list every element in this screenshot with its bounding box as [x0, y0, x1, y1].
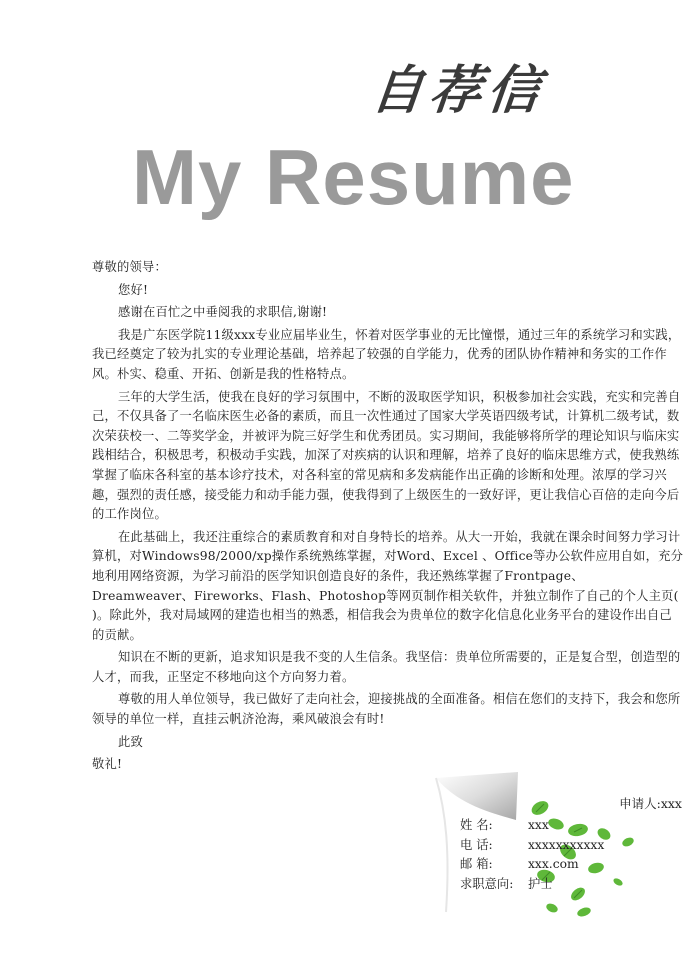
salute-line: 敬礼!	[92, 757, 123, 772]
paragraph-skills: 在此基础上，我还注重综合的素质教育和对自身特长的培养。从大一开始，我就在课余时间努力学习计算机，对Windows98/2000/xp操作系统熟练掌握，对Word、Excel 、Office等办公软件应用自如，充分地利用网络资源，为学习前沿的医学知识创造良好的条件，我还熟练掌握了Frontpage、Dreamweaver、Fireworks、Flash、Photoshop等网页制作相关软件，并独立制作了自己的个人主页( )。除此外，我对局域网的建造也相当的熟悉，相信我会为贵单位的数字化信息化业务平台的建设作出自己的贡献。	[92, 529, 684, 642]
paragraph-closing: 尊敬的用人单位领导，我已做好了走向社会，迎接挑战的全面准备。相信在您们的支持下，我会和您所领导的单位一样，直挂云帆济沧海，乘风破浪会有时!	[92, 692, 681, 727]
contact-label-phone: 电 话:	[460, 837, 493, 852]
contact-info	[460, 816, 690, 894]
closing-line: 此致	[118, 734, 143, 749]
contact-row-phone	[460, 836, 690, 856]
contact-label-email: 邮 箱:	[460, 857, 493, 871]
applicant-signature: 申请人:xxx	[619, 796, 682, 811]
greeting: 尊敬的领导：	[92, 260, 167, 274]
contact-value-objective: 护士	[528, 876, 553, 891]
contact-row-name	[460, 816, 690, 836]
cover-letter	[92, 258, 684, 778]
contact-value-phone: xxxxxxxxxxx	[528, 837, 605, 852]
contact-value-email: xxx.com	[528, 857, 579, 871]
contact-row-objective	[460, 875, 690, 895]
paragraph-intro: 我是广东医学院11级xxx专业应届毕业生，怀着对医学事业的无比憧憬，通过三年的系统学习和实践，我已经奠定了较为扎实的专业理论基础，培养起了较强的自学能力，优秀的团队协作精神和务实的工作作风。朴实、稳重、开拓、创新是我的性格特点。	[92, 327, 681, 381]
main-title: My Resume	[132, 133, 575, 221]
contact-value-name: xxx	[528, 818, 549, 832]
contact-row-email	[460, 855, 690, 875]
paragraph-belief: 知识在不断的更新，追求知识是我不变的人生信条。我坚信：贵单位所需要的，正是复合型，创造型的人才，而我，正坚定不移地向这个方向努力着。	[92, 650, 681, 684]
calligraphy-title: 自荐信	[368, 60, 549, 121]
hello-line: 您好!	[118, 282, 149, 297]
contact-label-name: 姓 名:	[460, 818, 493, 832]
paragraph-college: 三年的大学生活，使我在良好的学习氛围中，不断的汲取医学知识，积极参加社会实践，充实和完善自己，不仅具备了一名临床医生必备的素质，而且一次性通过了国家大学英语四级考试，计算机二级考试，数次荣获校一、二等奖学金，并被评为院三好学生和优秀团员。实习期间，我能够将所学的理论知识与临床实践相结合，积极思考，积极动手实践，加深了对疾病的认识和理解，培养了良好的临床思维方式，使我熟练掌握了临床各科室的基本诊疗技术，对各科室的常见病和多发病能作出正确的诊断和处理。浓厚的学习兴趣，强烈的责任感，接受能力和动手能力强，使我得到了上级医生的一致好评，更让我信心百倍的走向今后的工作岗位。	[92, 389, 681, 522]
thanks-line: 感谢在百忙之中垂阅我的求职信,谢谢!	[118, 305, 328, 320]
contact-label-objective: 求职意向:	[460, 876, 514, 891]
